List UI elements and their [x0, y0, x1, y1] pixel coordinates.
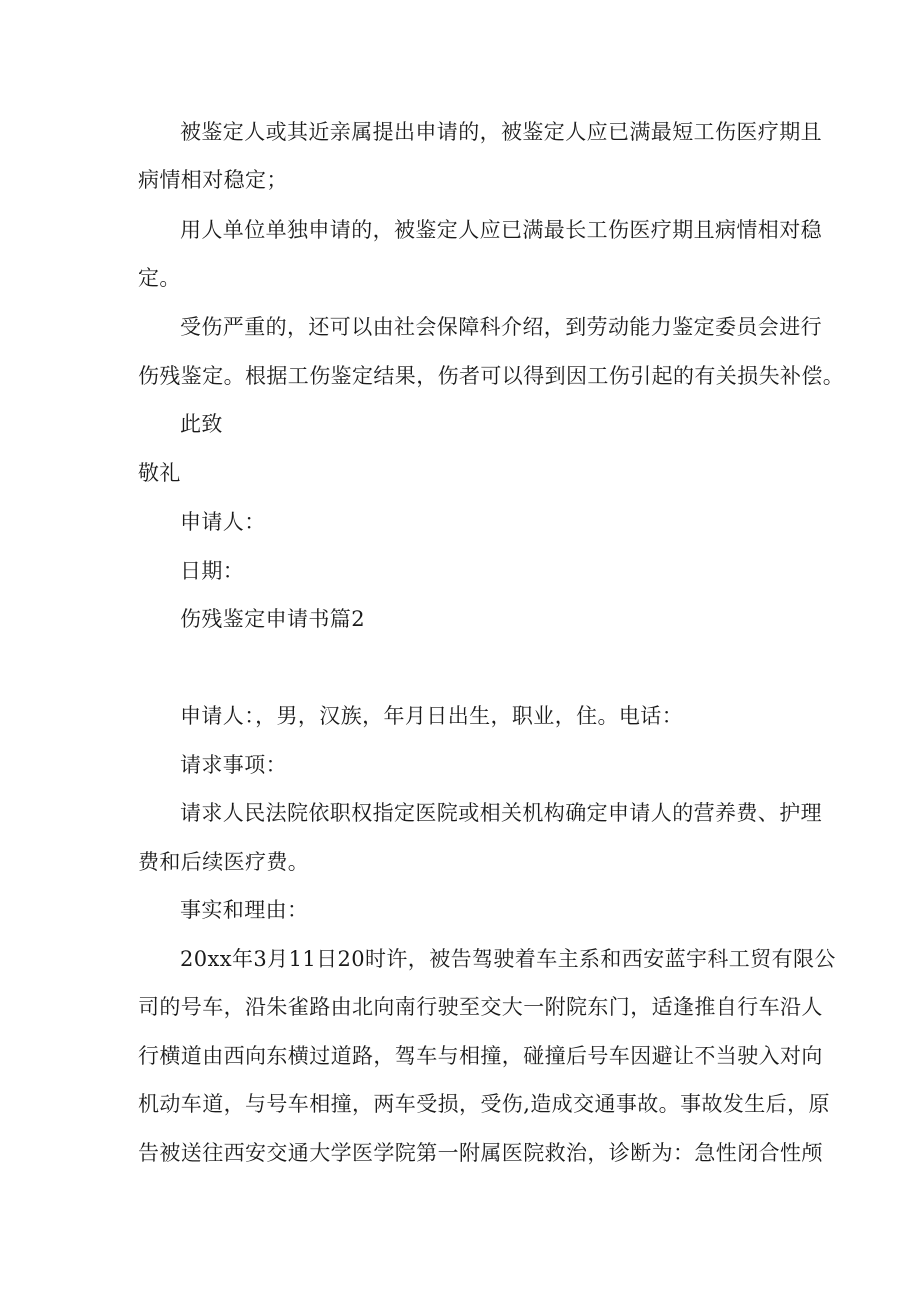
paragraph-1-line-2: 病情相对稳定； [138, 168, 288, 192]
date-label: 日期： [180, 559, 245, 583]
facts-heading: 事实和理由： [180, 898, 309, 922]
paragraph-2-line-1: 用人单位单独申请的，被鉴定人应已满最长工伤医疗期且病情相对稳 [180, 218, 822, 242]
paragraph-3-line-2: 伤残鉴定。根据工伤鉴定结果，伤者可以得到因工伤引起的有关损失补偿。 [138, 364, 845, 388]
paragraph-1-line-1: 被鉴定人或其近亲属提出申请的，被鉴定人应已满最短工伤医疗期且 [180, 120, 822, 144]
closing-salutation: 此致 [180, 412, 223, 436]
facts-line-2: 司的号车，沿朱雀路由北向南行驶至交大一附院东门，适逢推自行车沿人 [138, 995, 823, 1019]
closing-regards: 敬礼 [138, 461, 181, 485]
facts-line-5: 告被送往西安交通大学医学院第一附属医院救治，诊断为：急性闭合性颅 [138, 1141, 823, 1165]
applicant-label: 申请人： [180, 510, 266, 534]
paragraph-3-line-1: 受伤严重的，还可以由社会保障科介绍，到劳动能力鉴定委员会进行 [180, 315, 822, 339]
request-line-2: 费和后续医疗费。 [138, 850, 310, 874]
request-line-1: 请求人民法院依职权指定医院或相关机构确定申请人的营养费、护理 [180, 801, 822, 825]
facts-line-3: 行横道由西向东横过道路，驾车与相撞，碰撞后号车因避让不当驶入对向 [138, 1044, 823, 1068]
facts-line-1: 20xx年3月11日20时许，被告驾驶着车主系和西安蓝宇科工贸有限公 [180, 947, 836, 971]
paragraph-2-line-2: 定。 [138, 266, 181, 290]
applicant-info: 申请人：，男，汉族，年月日出生，职业，住。电话： [180, 704, 684, 728]
request-heading: 请求事项： [180, 753, 287, 777]
facts-line-4: 机动车道，与号车相撞，两车受损，受伤,造成交通事故。事故发生后，原 [138, 1092, 830, 1116]
section-title: 伤残鉴定申请书篇2 [180, 607, 365, 631]
